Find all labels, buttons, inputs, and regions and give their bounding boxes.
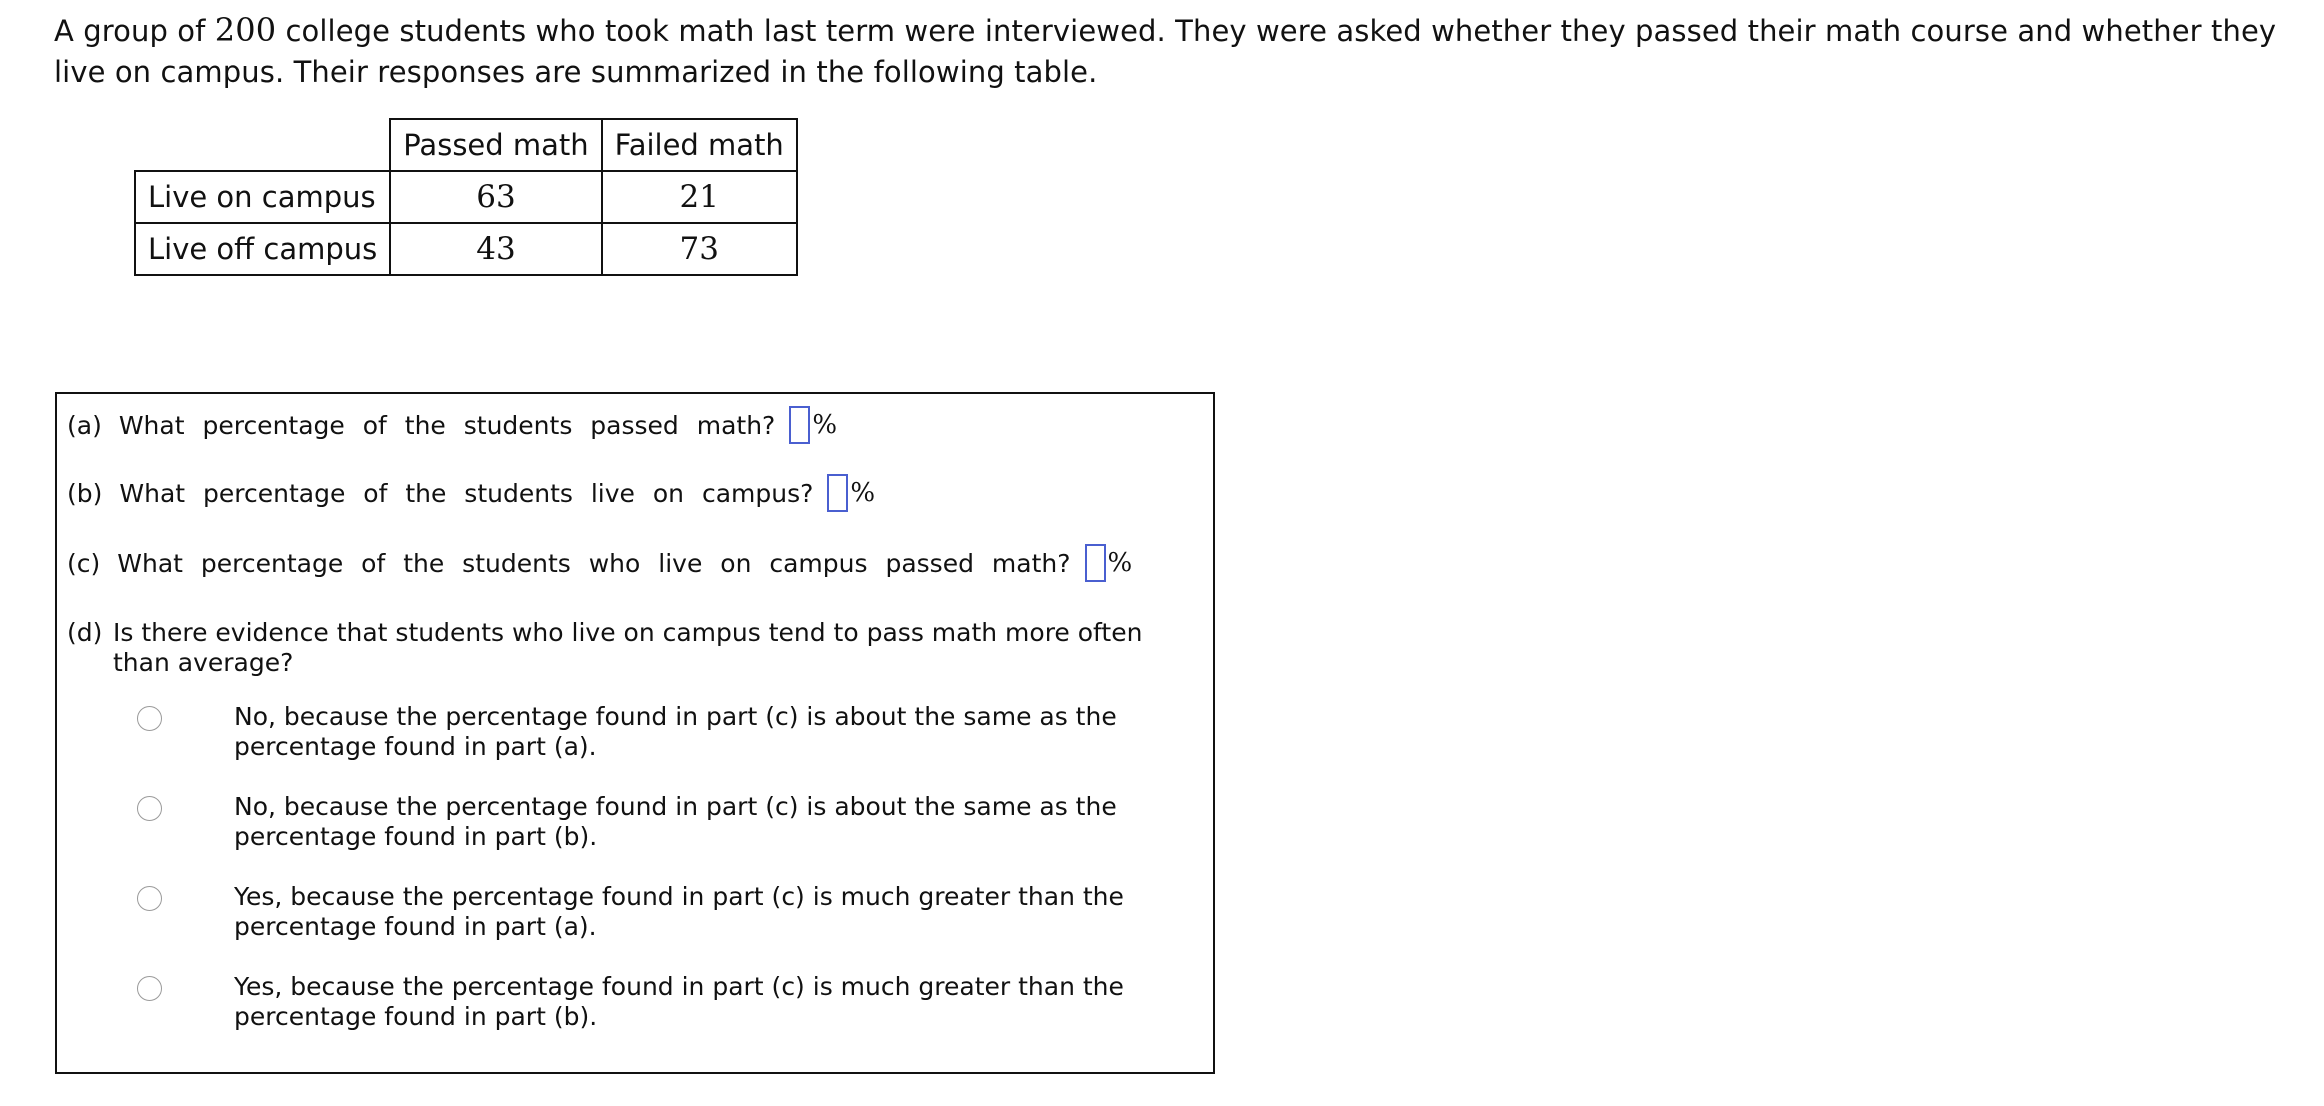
option-4-radio[interactable] [137,976,162,1001]
cell-off-campus-passed: 43 [390,223,601,275]
cell-off-campus-failed: 73 [602,223,797,275]
option-1-label: No, because the percentage found in part (c) is about the same as the percentage found in part (a). [234,702,1117,761]
question-b-text: What percentage of the students live on campus? [119,478,814,508]
question-d-label: (d) [67,618,103,647]
option-3-radio[interactable] [137,886,162,911]
answer-b-unit: % [850,478,876,508]
intro-text-end: college students who took math last term were interviewed. They were asked whether they passed their math course and whether they live on campus. Their responses are summarized in the following table. [54,14,2277,89]
question-b-label: (b) [67,478,103,508]
student-count: 200 [214,11,277,49]
answer-b-input[interactable] [827,474,848,512]
question-a-text: What percentage of the students passed math? [118,410,776,440]
row-header-off-campus: Live off campus [135,223,390,275]
question-c-text: What percentage of the students who live on campus passed math? [117,548,1071,578]
option-2-radio[interactable] [137,796,162,821]
answer-c-unit: % [1107,548,1133,578]
table-row [135,223,797,275]
question-c [67,544,1132,582]
column-header-passed: Passed math [390,119,601,171]
answer-a-input[interactable] [789,406,810,444]
option-2-label: No, because the percentage found in part (c) is about the same as the percentage found in part (b). [234,792,1117,851]
question-c-label: (c) [67,548,101,578]
option-4-label: Yes, because the percentage found in part (c) is much greater than the percentage found in part (b). [234,972,1124,1031]
cell-on-campus-failed: 21 [602,171,797,223]
row-header-on-campus: Live on campus [135,171,390,223]
question-d-text: Is there evidence that students who live on campus tend to pass math more often than average? [113,618,1143,677]
question-a-label: (a) [67,410,102,440]
question-b [67,474,875,512]
question-panel [55,392,1215,1074]
question-d [67,618,1187,678]
option-3-label: Yes, because the percentage found in part (c) is much greater than the percentage found in part (a). [234,882,1124,941]
table-row [135,171,797,223]
problem-statement [54,10,2316,93]
cell-on-campus-passed: 63 [390,171,601,223]
answer-a-unit: % [812,410,838,440]
survey-table [134,118,798,276]
table-corner-cell [135,119,390,171]
intro-text-start: A group of [54,14,215,48]
table-header-row [135,119,797,171]
option-1-radio[interactable] [137,706,162,731]
answer-c-input[interactable] [1085,544,1106,582]
question-a [67,406,837,444]
column-header-failed: Failed math [602,119,797,171]
